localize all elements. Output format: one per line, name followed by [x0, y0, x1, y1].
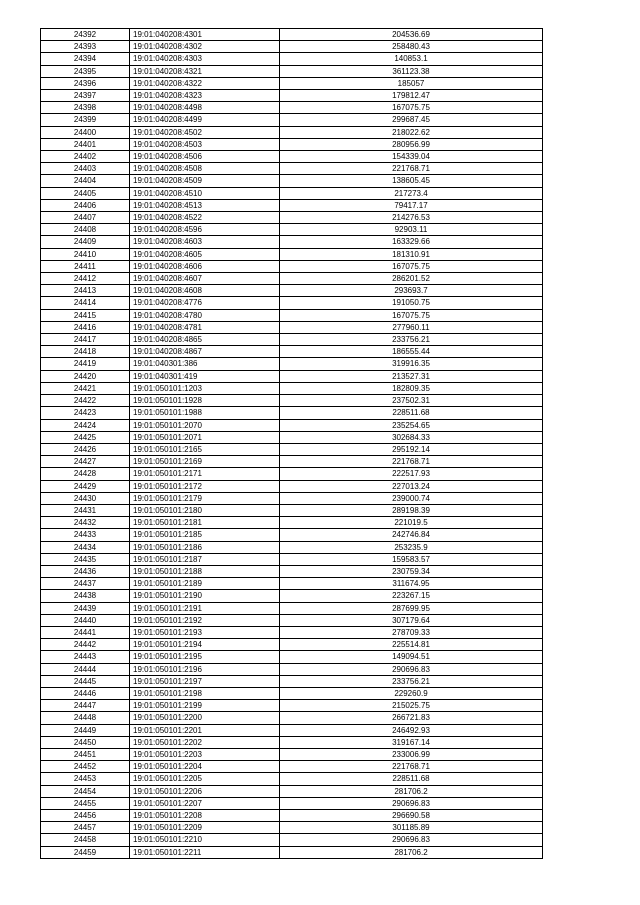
- table-row: [41, 224, 543, 236]
- cadastral-number-cell: 19:01:050101:2195: [130, 651, 280, 663]
- row-number-cell: 24450: [41, 736, 130, 748]
- row-number-cell: 24395: [41, 65, 130, 77]
- value-cell: 221768.71: [280, 456, 543, 468]
- table-row: [41, 395, 543, 407]
- row-number-cell: 24442: [41, 639, 130, 651]
- cadastral-number-cell: 19:01:050101:2070: [130, 419, 280, 431]
- row-number-cell: 24459: [41, 846, 130, 858]
- table-row: [41, 553, 543, 565]
- row-number-cell: 24444: [41, 663, 130, 675]
- table-row: [41, 846, 543, 858]
- table-row: [41, 187, 543, 199]
- value-cell: 218022.62: [280, 126, 543, 138]
- table-row: [41, 687, 543, 699]
- table-row: [41, 614, 543, 626]
- row-number-cell: 24440: [41, 614, 130, 626]
- row-number-cell: 24456: [41, 810, 130, 822]
- table-row: [41, 736, 543, 748]
- row-number-cell: 24409: [41, 236, 130, 248]
- row-number-cell: 24449: [41, 724, 130, 736]
- cadastral-number-cell: 19:01:050101:2172: [130, 480, 280, 492]
- value-cell: 281706.2: [280, 785, 543, 797]
- cadastral-number-cell: 19:01:040301:419: [130, 370, 280, 382]
- value-cell: 221019.5: [280, 517, 543, 529]
- row-number-cell: 24433: [41, 529, 130, 541]
- row-number-cell: 24446: [41, 687, 130, 699]
- table-row: [41, 346, 543, 358]
- row-number-cell: 24416: [41, 321, 130, 333]
- table-row: [41, 175, 543, 187]
- row-number-cell: 24402: [41, 151, 130, 163]
- row-number-cell: 24410: [41, 248, 130, 260]
- value-cell: 266721.83: [280, 712, 543, 724]
- table-row: [41, 407, 543, 419]
- cadastral-number-cell: 19:01:050101:2205: [130, 773, 280, 785]
- table-body: [41, 29, 543, 859]
- value-cell: 182809.35: [280, 382, 543, 394]
- row-number-cell: 24404: [41, 175, 130, 187]
- table-row: [41, 468, 543, 480]
- row-number-cell: 24441: [41, 626, 130, 638]
- cadastral-number-cell: 19:01:050101:1988: [130, 407, 280, 419]
- row-number-cell: 24451: [41, 748, 130, 760]
- row-number-cell: 24396: [41, 77, 130, 89]
- value-cell: 181310.91: [280, 248, 543, 260]
- value-cell: 302684.33: [280, 431, 543, 443]
- value-cell: 295192.14: [280, 443, 543, 455]
- value-cell: 215025.75: [280, 700, 543, 712]
- cadastral-number-cell: 19:01:050101:2203: [130, 748, 280, 760]
- table-row: [41, 590, 543, 602]
- value-cell: 149094.51: [280, 651, 543, 663]
- cadastral-number-cell: 19:01:050101:2192: [130, 614, 280, 626]
- cadastral-number-cell: 19:01:050101:2196: [130, 663, 280, 675]
- value-cell: 290696.83: [280, 834, 543, 846]
- row-number-cell: 24437: [41, 578, 130, 590]
- table-row: [41, 834, 543, 846]
- value-cell: 223267.15: [280, 590, 543, 602]
- row-number-cell: 24454: [41, 785, 130, 797]
- table-row: [41, 578, 543, 590]
- table-row: [41, 41, 543, 53]
- row-number-cell: 24421: [41, 382, 130, 394]
- table-row: [41, 712, 543, 724]
- table-row: [41, 700, 543, 712]
- table-row: [41, 541, 543, 553]
- table-row: [41, 285, 543, 297]
- cadastral-number-cell: 19:01:040208:4303: [130, 53, 280, 65]
- value-cell: 92903.11: [280, 224, 543, 236]
- cadastral-number-cell: 19:01:050101:2209: [130, 822, 280, 834]
- value-cell: 289198.39: [280, 504, 543, 516]
- cadastral-number-cell: 19:01:040208:4603: [130, 236, 280, 248]
- cadastral-number-cell: 19:01:050101:2165: [130, 443, 280, 455]
- value-cell: 361123.38: [280, 65, 543, 77]
- value-cell: 204536.69: [280, 29, 543, 41]
- cadastral-number-cell: 19:01:050101:2186: [130, 541, 280, 553]
- value-cell: 79417.17: [280, 199, 543, 211]
- value-cell: 253235.9: [280, 541, 543, 553]
- value-cell: 214276.53: [280, 212, 543, 224]
- value-cell: 167075.75: [280, 102, 543, 114]
- table-row: [41, 138, 543, 150]
- cadastral-number-cell: 19:01:050101:2188: [130, 565, 280, 577]
- value-cell: 235254.65: [280, 419, 543, 431]
- row-number-cell: 24443: [41, 651, 130, 663]
- table-row: [41, 675, 543, 687]
- table-row: [41, 248, 543, 260]
- cadastral-number-cell: 19:01:040208:4780: [130, 309, 280, 321]
- row-number-cell: 24411: [41, 260, 130, 272]
- row-number-cell: 24418: [41, 346, 130, 358]
- cadastral-number-cell: 19:01:040208:4607: [130, 273, 280, 285]
- value-cell: 286201.52: [280, 273, 543, 285]
- value-cell: 239000.74: [280, 492, 543, 504]
- cadastral-number-cell: 19:01:050101:1203: [130, 382, 280, 394]
- row-number-cell: 24447: [41, 700, 130, 712]
- value-cell: 138605.45: [280, 175, 543, 187]
- value-cell: 191050.75: [280, 297, 543, 309]
- cadastral-number-cell: 19:01:050101:2190: [130, 590, 280, 602]
- value-cell: 278709.33: [280, 626, 543, 638]
- value-cell: 290696.83: [280, 797, 543, 809]
- row-number-cell: 24424: [41, 419, 130, 431]
- cadastral-number-cell: 19:01:050101:2193: [130, 626, 280, 638]
- table-row: [41, 151, 543, 163]
- value-cell: 185057: [280, 77, 543, 89]
- cadastral-number-cell: 19:01:040208:4605: [130, 248, 280, 260]
- table-row: [41, 724, 543, 736]
- row-number-cell: 24393: [41, 41, 130, 53]
- value-cell: 280956.99: [280, 138, 543, 150]
- cadastral-number-cell: 19:01:050101:2200: [130, 712, 280, 724]
- table-row: [41, 626, 543, 638]
- cadastral-number-cell: 19:01:040208:4522: [130, 212, 280, 224]
- value-cell: 227013.24: [280, 480, 543, 492]
- table-row: [41, 431, 543, 443]
- value-cell: 233756.21: [280, 675, 543, 687]
- table-row: [41, 761, 543, 773]
- table-row: [41, 65, 543, 77]
- cadastral-number-cell: 19:01:050101:2208: [130, 810, 280, 822]
- cadastral-number-cell: 19:01:050101:2201: [130, 724, 280, 736]
- row-number-cell: 24413: [41, 285, 130, 297]
- table-row: [41, 358, 543, 370]
- cadastral-number-cell: 19:01:050101:2198: [130, 687, 280, 699]
- cadastral-number-cell: 19:01:050101:2071: [130, 431, 280, 443]
- cadastral-number-cell: 19:01:040208:4608: [130, 285, 280, 297]
- cadastral-number-cell: 19:01:040208:4865: [130, 334, 280, 346]
- table-row: [41, 370, 543, 382]
- value-cell: 293693.7: [280, 285, 543, 297]
- row-number-cell: 24431: [41, 504, 130, 516]
- table-row: [41, 651, 543, 663]
- row-number-cell: 24453: [41, 773, 130, 785]
- cadastral-number-cell: 19:01:050101:2181: [130, 517, 280, 529]
- cadastral-number-cell: 19:01:040208:4321: [130, 65, 280, 77]
- cadastral-number-cell: 19:01:050101:2210: [130, 834, 280, 846]
- value-cell: 221768.71: [280, 761, 543, 773]
- cadastral-number-cell: 19:01:050101:2204: [130, 761, 280, 773]
- table-row: [41, 29, 543, 41]
- cadastral-number-cell: 19:01:050101:2202: [130, 736, 280, 748]
- row-number-cell: 24407: [41, 212, 130, 224]
- row-number-cell: 24392: [41, 29, 130, 41]
- table-row: [41, 309, 543, 321]
- row-number-cell: 24455: [41, 797, 130, 809]
- row-number-cell: 24403: [41, 163, 130, 175]
- row-number-cell: 24457: [41, 822, 130, 834]
- row-number-cell: 24452: [41, 761, 130, 773]
- table-row: [41, 163, 543, 175]
- value-cell: 217273.4: [280, 187, 543, 199]
- cadastral-number-cell: 19:01:050101:2180: [130, 504, 280, 516]
- table-row: [41, 565, 543, 577]
- table-row: [41, 236, 543, 248]
- table-row: [41, 77, 543, 89]
- cadastral-number-cell: 19:01:040208:4301: [130, 29, 280, 41]
- row-number-cell: 24430: [41, 492, 130, 504]
- table-row: [41, 639, 543, 651]
- value-cell: 222517.93: [280, 468, 543, 480]
- value-cell: 186555.44: [280, 346, 543, 358]
- cadastral-number-cell: 19:01:050101:2171: [130, 468, 280, 480]
- row-number-cell: 24397: [41, 90, 130, 102]
- row-number-cell: 24435: [41, 553, 130, 565]
- cadastral-number-cell: 19:01:050101:1928: [130, 395, 280, 407]
- value-cell: 229260.9: [280, 687, 543, 699]
- row-number-cell: 24432: [41, 517, 130, 529]
- row-number-cell: 24439: [41, 602, 130, 614]
- table-row: [41, 504, 543, 516]
- value-cell: 301185.89: [280, 822, 543, 834]
- value-cell: 213527.31: [280, 370, 543, 382]
- value-cell: 179812.47: [280, 90, 543, 102]
- cadastral-number-cell: 19:01:040208:4498: [130, 102, 280, 114]
- table-row: [41, 517, 543, 529]
- value-cell: 228511.68: [280, 773, 543, 785]
- cadastral-number-cell: 19:01:050101:2194: [130, 639, 280, 651]
- cadastral-number-cell: 19:01:040208:4510: [130, 187, 280, 199]
- value-cell: 319916.35: [280, 358, 543, 370]
- cadastral-number-cell: 19:01:050101:2189: [130, 578, 280, 590]
- table-row: [41, 334, 543, 346]
- cadastral-number-cell: 19:01:050101:2206: [130, 785, 280, 797]
- value-cell: 281706.2: [280, 846, 543, 858]
- row-number-cell: 24414: [41, 297, 130, 309]
- value-cell: 258480.43: [280, 41, 543, 53]
- value-cell: 221768.71: [280, 163, 543, 175]
- cadastral-number-cell: 19:01:050101:2169: [130, 456, 280, 468]
- cadastral-number-cell: 19:01:040208:4596: [130, 224, 280, 236]
- row-number-cell: 24394: [41, 53, 130, 65]
- table-row: [41, 114, 543, 126]
- table-row: [41, 480, 543, 492]
- cadastral-number-cell: 19:01:050101:2191: [130, 602, 280, 614]
- table-row: [41, 90, 543, 102]
- cadastral-number-cell: 19:01:040208:4503: [130, 138, 280, 150]
- value-cell: 246492.93: [280, 724, 543, 736]
- table-row: [41, 810, 543, 822]
- cadastral-number-cell: 19:01:040208:4508: [130, 163, 280, 175]
- row-number-cell: 24423: [41, 407, 130, 419]
- value-cell: 233006.99: [280, 748, 543, 760]
- value-cell: 167075.75: [280, 260, 543, 272]
- row-number-cell: 24425: [41, 431, 130, 443]
- table-row: [41, 663, 543, 675]
- value-cell: 290696.83: [280, 663, 543, 675]
- value-cell: 296690.58: [280, 810, 543, 822]
- table-row: [41, 822, 543, 834]
- row-number-cell: 24434: [41, 541, 130, 553]
- cadastral-number-cell: 19:01:040208:4606: [130, 260, 280, 272]
- row-number-cell: 24429: [41, 480, 130, 492]
- table-row: [41, 785, 543, 797]
- cadastral-number-cell: 19:01:040301:386: [130, 358, 280, 370]
- table-row: [41, 53, 543, 65]
- value-cell: 230759.34: [280, 565, 543, 577]
- row-number-cell: 24398: [41, 102, 130, 114]
- table-row: [41, 126, 543, 138]
- table-row: [41, 260, 543, 272]
- row-number-cell: 24406: [41, 199, 130, 211]
- row-number-cell: 24428: [41, 468, 130, 480]
- cadastral-number-cell: 19:01:040208:4513: [130, 199, 280, 211]
- value-cell: 311674.95: [280, 578, 543, 590]
- row-number-cell: 24408: [41, 224, 130, 236]
- table-row: [41, 199, 543, 211]
- table-row: [41, 273, 543, 285]
- cadastral-number-cell: 19:01:040208:4509: [130, 175, 280, 187]
- value-cell: 287699.95: [280, 602, 543, 614]
- table-row: [41, 321, 543, 333]
- row-number-cell: 24436: [41, 565, 130, 577]
- table-row: [41, 748, 543, 760]
- table-row: [41, 212, 543, 224]
- row-number-cell: 24448: [41, 712, 130, 724]
- row-number-cell: 24405: [41, 187, 130, 199]
- data-table: [40, 28, 543, 859]
- table-row: [41, 382, 543, 394]
- value-cell: 167075.75: [280, 309, 543, 321]
- cadastral-number-cell: 19:01:040208:4499: [130, 114, 280, 126]
- value-cell: 140853.1: [280, 53, 543, 65]
- cadastral-number-cell: 19:01:040208:4506: [130, 151, 280, 163]
- table-row: [41, 529, 543, 541]
- row-number-cell: 24419: [41, 358, 130, 370]
- table-row: [41, 297, 543, 309]
- row-number-cell: 24415: [41, 309, 130, 321]
- value-cell: 233756.21: [280, 334, 543, 346]
- cadastral-number-cell: 19:01:050101:2207: [130, 797, 280, 809]
- row-number-cell: 24399: [41, 114, 130, 126]
- cadastral-number-cell: 19:01:050101:2211: [130, 846, 280, 858]
- cadastral-number-cell: 19:01:050101:2179: [130, 492, 280, 504]
- value-cell: 242746.84: [280, 529, 543, 541]
- row-number-cell: 24426: [41, 443, 130, 455]
- table-row: [41, 419, 543, 431]
- row-number-cell: 24412: [41, 273, 130, 285]
- cadastral-number-cell: 19:01:050101:2197: [130, 675, 280, 687]
- cadastral-number-cell: 19:01:040208:4776: [130, 297, 280, 309]
- row-number-cell: 24400: [41, 126, 130, 138]
- cadastral-number-cell: 19:01:040208:4302: [130, 41, 280, 53]
- row-number-cell: 24417: [41, 334, 130, 346]
- value-cell: 163329.66: [280, 236, 543, 248]
- table-row: [41, 773, 543, 785]
- table-row: [41, 602, 543, 614]
- row-number-cell: 24458: [41, 834, 130, 846]
- cadastral-number-cell: 19:01:040208:4867: [130, 346, 280, 358]
- table-row: [41, 797, 543, 809]
- row-number-cell: 24438: [41, 590, 130, 602]
- value-cell: 307179.64: [280, 614, 543, 626]
- value-cell: 228511.68: [280, 407, 543, 419]
- value-cell: 154339.04: [280, 151, 543, 163]
- row-number-cell: 24427: [41, 456, 130, 468]
- cadastral-number-cell: 19:01:050101:2199: [130, 700, 280, 712]
- row-number-cell: 24422: [41, 395, 130, 407]
- value-cell: 225514.81: [280, 639, 543, 651]
- cadastral-number-cell: 19:01:040208:4502: [130, 126, 280, 138]
- value-cell: 159583.57: [280, 553, 543, 565]
- cadastral-number-cell: 19:01:050101:2187: [130, 553, 280, 565]
- table-row: [41, 443, 543, 455]
- value-cell: 319167.14: [280, 736, 543, 748]
- table-row: [41, 456, 543, 468]
- table-row: [41, 492, 543, 504]
- cadastral-number-cell: 19:01:040208:4781: [130, 321, 280, 333]
- row-number-cell: 24401: [41, 138, 130, 150]
- table-row: [41, 102, 543, 114]
- row-number-cell: 24420: [41, 370, 130, 382]
- row-number-cell: 24445: [41, 675, 130, 687]
- cadastral-number-cell: 19:01:040208:4323: [130, 90, 280, 102]
- value-cell: 237502.31: [280, 395, 543, 407]
- cadastral-number-cell: 19:01:040208:4322: [130, 77, 280, 89]
- value-cell: 277960.11: [280, 321, 543, 333]
- value-cell: 299687.45: [280, 114, 543, 126]
- cadastral-number-cell: 19:01:050101:2185: [130, 529, 280, 541]
